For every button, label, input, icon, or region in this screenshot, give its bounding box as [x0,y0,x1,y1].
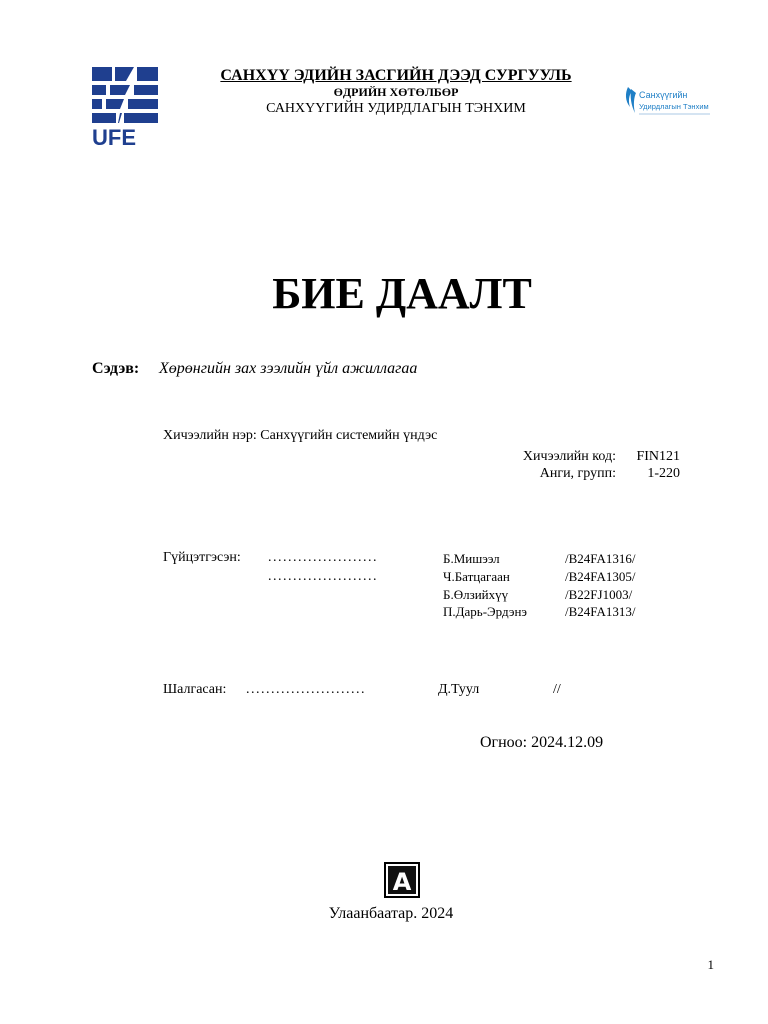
student-id: /B22FJ1003/ [565,587,633,602]
checked-dots: ........................ [246,682,366,697]
page-number: 1 [707,957,714,972]
student-id: /B24FA1313/ [565,604,636,619]
student-name: Б.Өлзийхүү [443,587,509,602]
date: Огноо: 2024.12.09 [480,734,604,751]
student-name: П.Дарь-Эрдэнэ [443,604,527,619]
class-value: 1-220 [647,466,680,481]
performed-dots-2: ...................... [268,569,378,584]
university-name: САНХҮҮ ЭДИЙН ЗАСГИЙН ДЭЭД СУРГУУЛЬ [220,67,572,84]
department-name: САНХҮҮГИЙН УДИРДЛАГЫН ТЭНХИМ [266,101,526,116]
class-label: Анги, групп: [539,466,616,481]
student-id: /B24FA1305/ [565,569,636,584]
stamp-letter: A [392,868,412,896]
student-name: Б.Мишээл [443,551,500,566]
logo-text-line2: Удирдлагын Тэнхим [639,102,709,111]
student-name: Ч.Батцагаан [443,569,510,584]
logo-text-line1: Санхүүгийн [639,90,688,100]
topic-label: Сэдэв: [92,360,140,377]
finance-department-logo [624,85,714,121]
student-id: /B24FA1316/ [565,551,636,566]
city-year: Улаанбаатар. 2024 [328,905,454,922]
topic-value: Хөрөнгийн зах зээлийн үйл ажиллагаа [159,360,418,377]
performed-dots: ...................... [268,550,378,565]
ufe-logo-text: UFE [92,125,136,147]
document-title: БИЕ ДААЛТ [272,269,532,318]
course-code-label: Хичээлийн код: [522,449,616,464]
checker-suffix: // [553,682,561,697]
checked-label: Шалгасан: [163,682,227,697]
checker-name: Д.Туул [438,682,480,697]
program-name: ӨДРИЙН ХӨТӨЛБӨР [333,85,459,99]
course-code-value: FIN121 [636,449,680,464]
course-name: Хичээлийн нэр: Санхүүгийн системийн үндэс [163,428,438,443]
performed-label: Гүйцэтгэсэн: [163,550,241,565]
letter-a-icon [384,862,420,898]
